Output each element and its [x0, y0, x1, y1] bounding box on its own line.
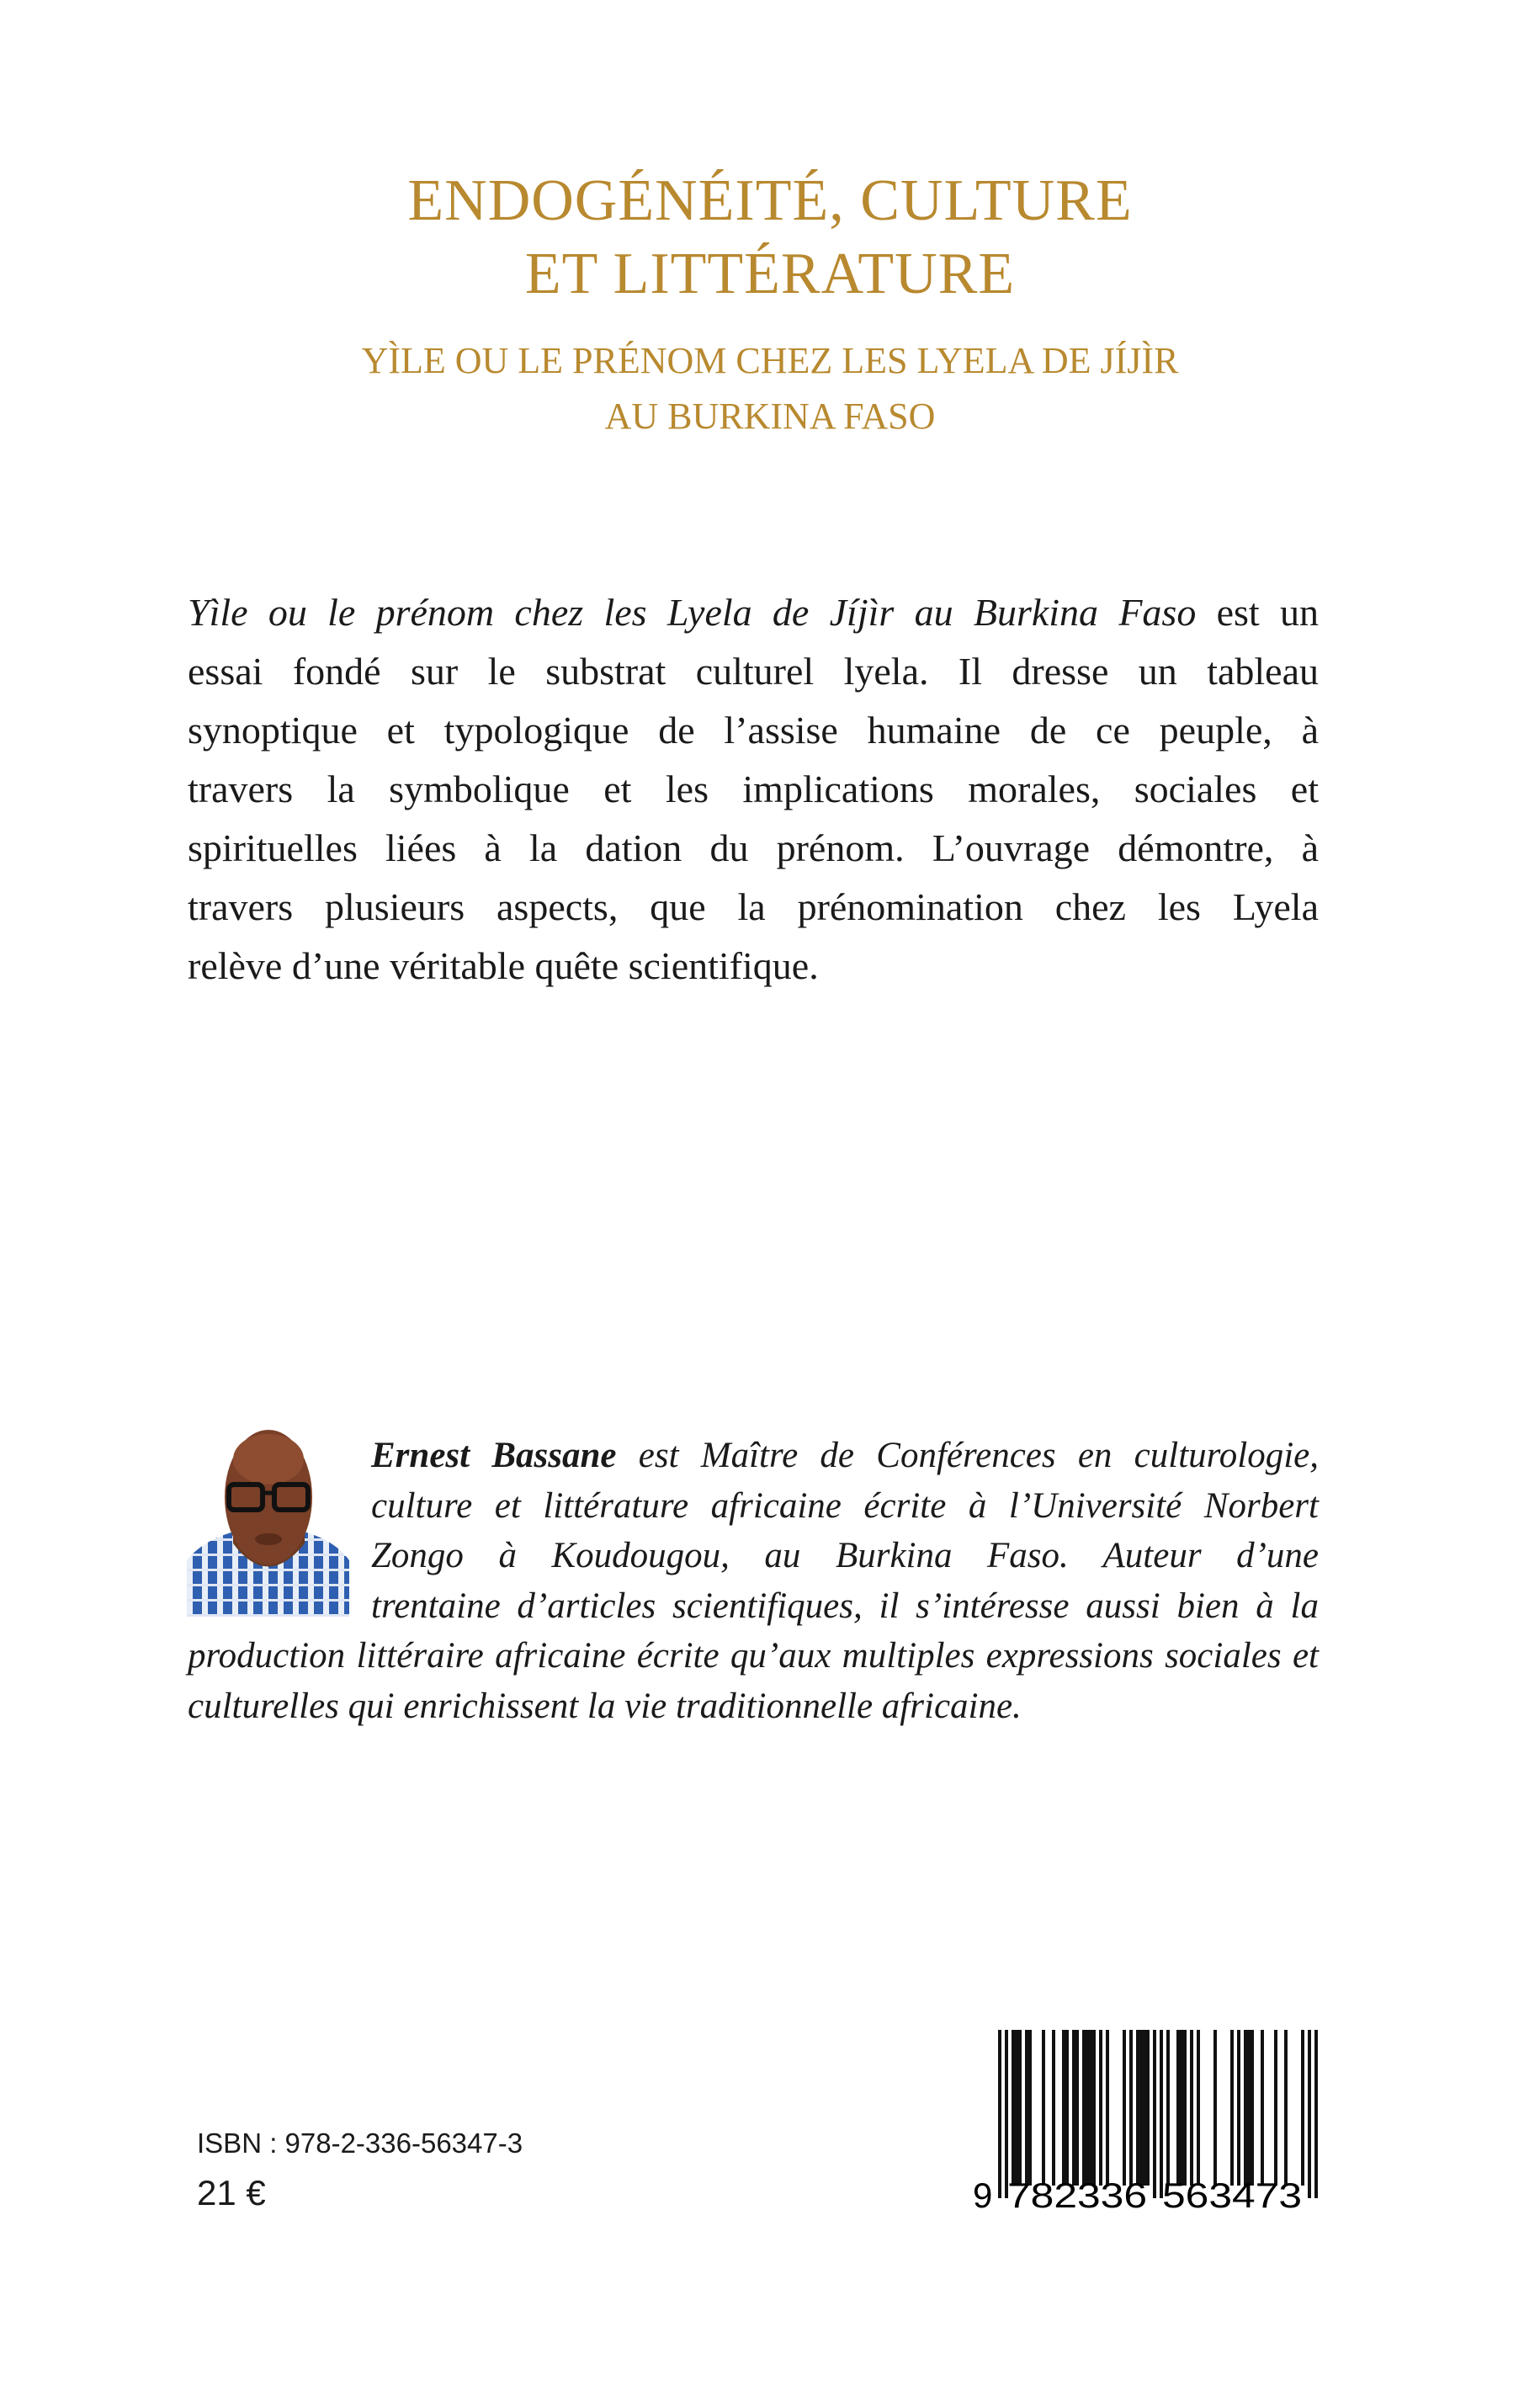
barcode-bar: [1092, 2030, 1096, 2186]
barcode-bar: [1314, 2030, 1318, 2198]
barcode-bar: [1247, 2030, 1251, 2186]
barcode-bar: [1230, 2030, 1234, 2186]
summary-line: travers la symbolique et les implications morales, sociales et: [188, 768, 1319, 810]
bio-line: trentaine d’articles scientifiques, il s’intéresse aussi bien à la: [371, 1586, 1319, 1626]
title-line-1: ENDOGÉNÉITÉ, CULTURE: [407, 168, 1133, 233]
bio-line: culture et littérature africaine écrite à l’Université Norbert: [371, 1485, 1319, 1526]
barcode-bar: [1028, 2030, 1032, 2186]
book-title: [0, 164, 1540, 311]
barcode-bar: [1123, 2030, 1126, 2186]
barcode-bar: [1136, 2030, 1139, 2186]
price: 21 €: [197, 2173, 266, 2212]
barcode-bar: [1153, 2030, 1156, 2198]
barcode-bar: [1146, 2030, 1150, 2186]
summary-line: essai fondé sur le substrat culturel lyela. Il dresse un tableau: [188, 650, 1319, 693]
barcode-bars: [998, 2030, 1318, 2198]
isbn: ISBN : 978-2-336-56347-3: [197, 2127, 523, 2159]
barcode-bar: [1274, 2030, 1277, 2186]
barcode-first-digit: 9: [973, 2175, 993, 2215]
barcode-bar: [1301, 2030, 1304, 2186]
bio-line: production littéraire africaine écrite qu’aux multiples expressions sociales et: [188, 1636, 1319, 1676]
barcode-bar: [1183, 2030, 1187, 2186]
barcode-bar: [1012, 2030, 1015, 2186]
summary-book-title: Yìle ou le prénom chez les Lyela de Jíjìr au Burkina Faso: [188, 591, 1197, 634]
barcode-bar: [1106, 2030, 1109, 2186]
title-line-2: ET LITTÉRATURE: [524, 242, 1016, 306]
summary-line: synoptique et typologique de l’assise humaine de ce peuple, à: [188, 709, 1319, 752]
barcode-bar: [1052, 2030, 1055, 2186]
bio-text: est Maître de Conférences en culturologie,: [638, 1436, 1320, 1475]
barcode-bar: [1025, 2030, 1028, 2186]
subtitle-line-2: AU BURKINA FASO: [604, 396, 936, 437]
author-bio: [188, 1431, 1319, 1731]
barcode-bar: [1284, 2030, 1288, 2186]
bio-line: Zongo à Koudougou, au Burkina Faso. Auteur d’une: [371, 1536, 1319, 1575]
barcode-bar: [1005, 2030, 1008, 2198]
barcode-bar: [1082, 2030, 1086, 2186]
barcode-bar: [1190, 2030, 1193, 2186]
barcode-bar: [1075, 2030, 1079, 2186]
barcode-bar: [1160, 2030, 1163, 2198]
barcode-left-digits: 782336: [1007, 2175, 1147, 2215]
barcode-bar: [1251, 2030, 1254, 2186]
barcode-bar: [1308, 2030, 1311, 2198]
barcode-bar: [1086, 2030, 1089, 2186]
summary-line: travers plusieurs aspects, que la prénomination chez les Lyela: [188, 885, 1319, 928]
barcode-bar: [1089, 2030, 1092, 2186]
barcode-bar: [998, 2030, 1001, 2198]
barcode-bar: [1042, 2030, 1045, 2186]
summary-line: [188, 583, 1319, 642]
barcode-bar: [1180, 2030, 1183, 2186]
barcode-bar: [1237, 2030, 1240, 2186]
barcode-bar: [1213, 2030, 1217, 2186]
barcode-bar: [1166, 2030, 1170, 2186]
subtitle-line-1: YÌLE OU LE PRÉNOM CHEZ LES LYELA DE JÍJÌR: [361, 340, 1179, 381]
barcode-bar: [1176, 2030, 1180, 2186]
barcode-bar: [1065, 2030, 1069, 2186]
author-name: Ernest Bassane: [371, 1436, 617, 1475]
barcode: [968, 2024, 1330, 2218]
barcode-bar: [1143, 2030, 1146, 2186]
barcode-bar: [1018, 2030, 1022, 2186]
barcode-bar: [1197, 2030, 1200, 2186]
summary-line: relève d’une véritable quête scientifique.: [188, 944, 819, 987]
summary-text: est un: [1216, 591, 1319, 634]
barcode-bar: [1244, 2030, 1247, 2186]
barcode-bar: [1062, 2030, 1065, 2186]
barcode-bar: [1129, 2030, 1133, 2186]
barcode-bar: [1015, 2030, 1018, 2186]
barcode-bar: [1099, 2030, 1102, 2186]
book-subtitle: [0, 333, 1540, 444]
barcode-bar: [1139, 2030, 1143, 2186]
summary-line: spirituelles liées à la dation du prénom. L’ouvrage démontre, à: [188, 826, 1319, 869]
summary-paragraph: [188, 583, 1319, 996]
barcode-bar: [1072, 2030, 1075, 2186]
barcode-bar: [1261, 2030, 1264, 2186]
barcode-right-digits: 563473: [1162, 2175, 1302, 2215]
bio-line: culturelles qui enrichissent la vie traditionnelle africaine.: [188, 1686, 1022, 1726]
bio-line: [371, 1431, 1319, 1481]
